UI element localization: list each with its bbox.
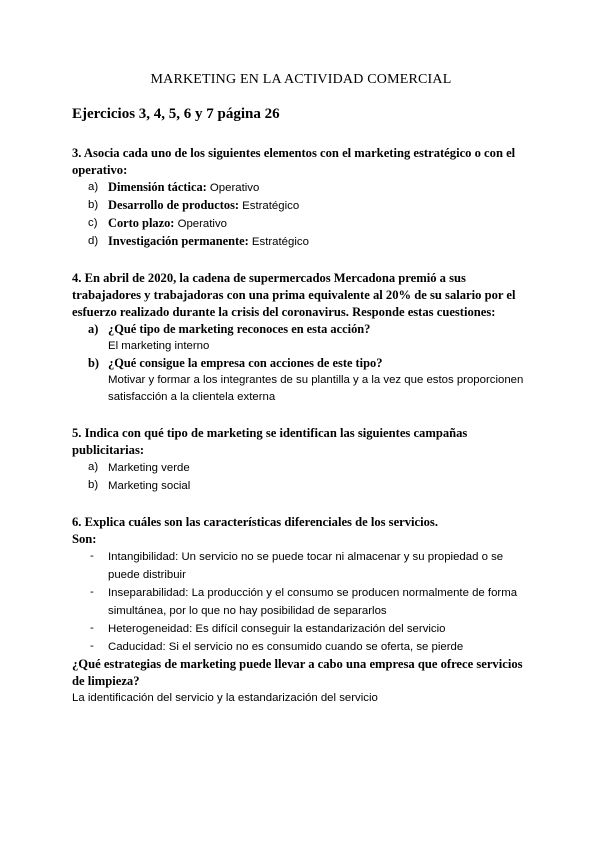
question-7-text: ¿Qué estrategias de marketing puede llevar a cabo una empresa que ofrece servicios de limpieza? <box>72 657 523 688</box>
list-item <box>72 179 530 197</box>
list-marker: b) <box>88 479 99 491</box>
item-answer: Estratégico <box>239 200 300 212</box>
item-text: Heterogeneidad: Es difícil conseguir la estandarización del servicio <box>108 623 446 635</box>
item-text: Marketing social <box>108 480 191 492</box>
question-6-text: 6. Explica cuáles son las características diferenciales de los servicios. <box>72 515 438 529</box>
item-term: Corto plazo: <box>108 216 175 230</box>
item-answer: Estratégico <box>248 236 309 248</box>
question-5-section <box>72 425 530 495</box>
list-marker: - <box>90 586 94 598</box>
item-term: Desarrollo de productos: <box>108 198 240 212</box>
item-term: Dimensión táctica: <box>108 180 207 194</box>
sub-answer: El marketing interno <box>108 340 210 352</box>
list-item <box>72 477 530 495</box>
list-item <box>72 355 530 372</box>
list-item <box>72 197 530 215</box>
exercises-subtitle: Ejercicios 3, 4, 5, 6 y 7 página 26 <box>72 106 280 122</box>
sub-question: ¿Qué tipo de marketing reconoces en esta acción? <box>108 322 371 336</box>
list-marker: a) <box>88 181 99 193</box>
item-answer: Operativo <box>206 182 260 194</box>
item-text: Intangibilidad: Un servicio no se puede tocar ni almacenar y su propiedad o se puede distribuir <box>108 551 504 581</box>
list-marker: a) <box>88 461 99 473</box>
question-6-lead: Son: <box>72 532 97 546</box>
list-marker: - <box>90 622 94 634</box>
item-answer: Operativo <box>174 218 227 230</box>
list-item <box>72 584 530 620</box>
list-item <box>72 233 530 251</box>
question-3-text: 3. Asocia cada uno de los siguientes elementos con el marketing estratégico o con el operativo: <box>72 146 516 177</box>
question-6-list <box>72 548 530 656</box>
list-marker: a) <box>88 322 99 336</box>
question-7-answer: La identificación del servicio y la estandarización del servicio <box>72 692 378 704</box>
item-term: Investigación permanente: <box>108 234 249 248</box>
question-6-section <box>72 514 530 707</box>
question-4-list <box>72 321 530 406</box>
list-item <box>72 548 530 584</box>
question-3-list <box>72 179 530 251</box>
list-marker: d) <box>88 235 99 247</box>
list-marker: b) <box>88 199 99 211</box>
list-marker: b) <box>88 356 100 370</box>
sub-question: ¿Qué consigue la empresa con acciones de este tipo? <box>108 356 383 370</box>
list-marker: - <box>90 550 94 562</box>
question-5-text: 5. Indica con qué tipo de marketing se identifican las siguientes campañas publicitarias: <box>72 426 468 457</box>
list-item <box>72 620 530 638</box>
list-item <box>72 215 530 233</box>
question-3-section <box>72 145 530 251</box>
item-text: Inseparabilidad: La producción y el consumo se producen normalmente de forma simultánea, por lo que no hay posibilidad de separarlos <box>108 587 518 617</box>
sub-answer: Motivar y formar a los integrantes de su plantilla y a la vez que estos proporcionen satisfacción a la clientela externa <box>108 374 524 403</box>
list-item <box>72 459 530 477</box>
list-marker: - <box>90 640 94 652</box>
list-item <box>72 638 530 656</box>
item-text: Marketing verde <box>108 462 190 474</box>
list-marker: c) <box>88 217 98 229</box>
question-4-section <box>72 270 530 406</box>
item-text: Caducidad: Si el servicio no es consumido cuando se oferta, se pierde <box>108 641 464 653</box>
list-item <box>72 321 530 338</box>
question-4-text: 4. En abril de 2020, la cadena de supermercados Mercadona premió a sus trabajadores y trabajadoras con una prima equivalente al 20% de su salario por el esfuerzo realizado durante la crisis del coronavirus. Responde estas cuestiones: <box>72 271 516 319</box>
page-title: MARKETING EN LA ACTIVIDAD COMERCIAL <box>150 72 452 87</box>
question-5-list <box>72 459 530 495</box>
